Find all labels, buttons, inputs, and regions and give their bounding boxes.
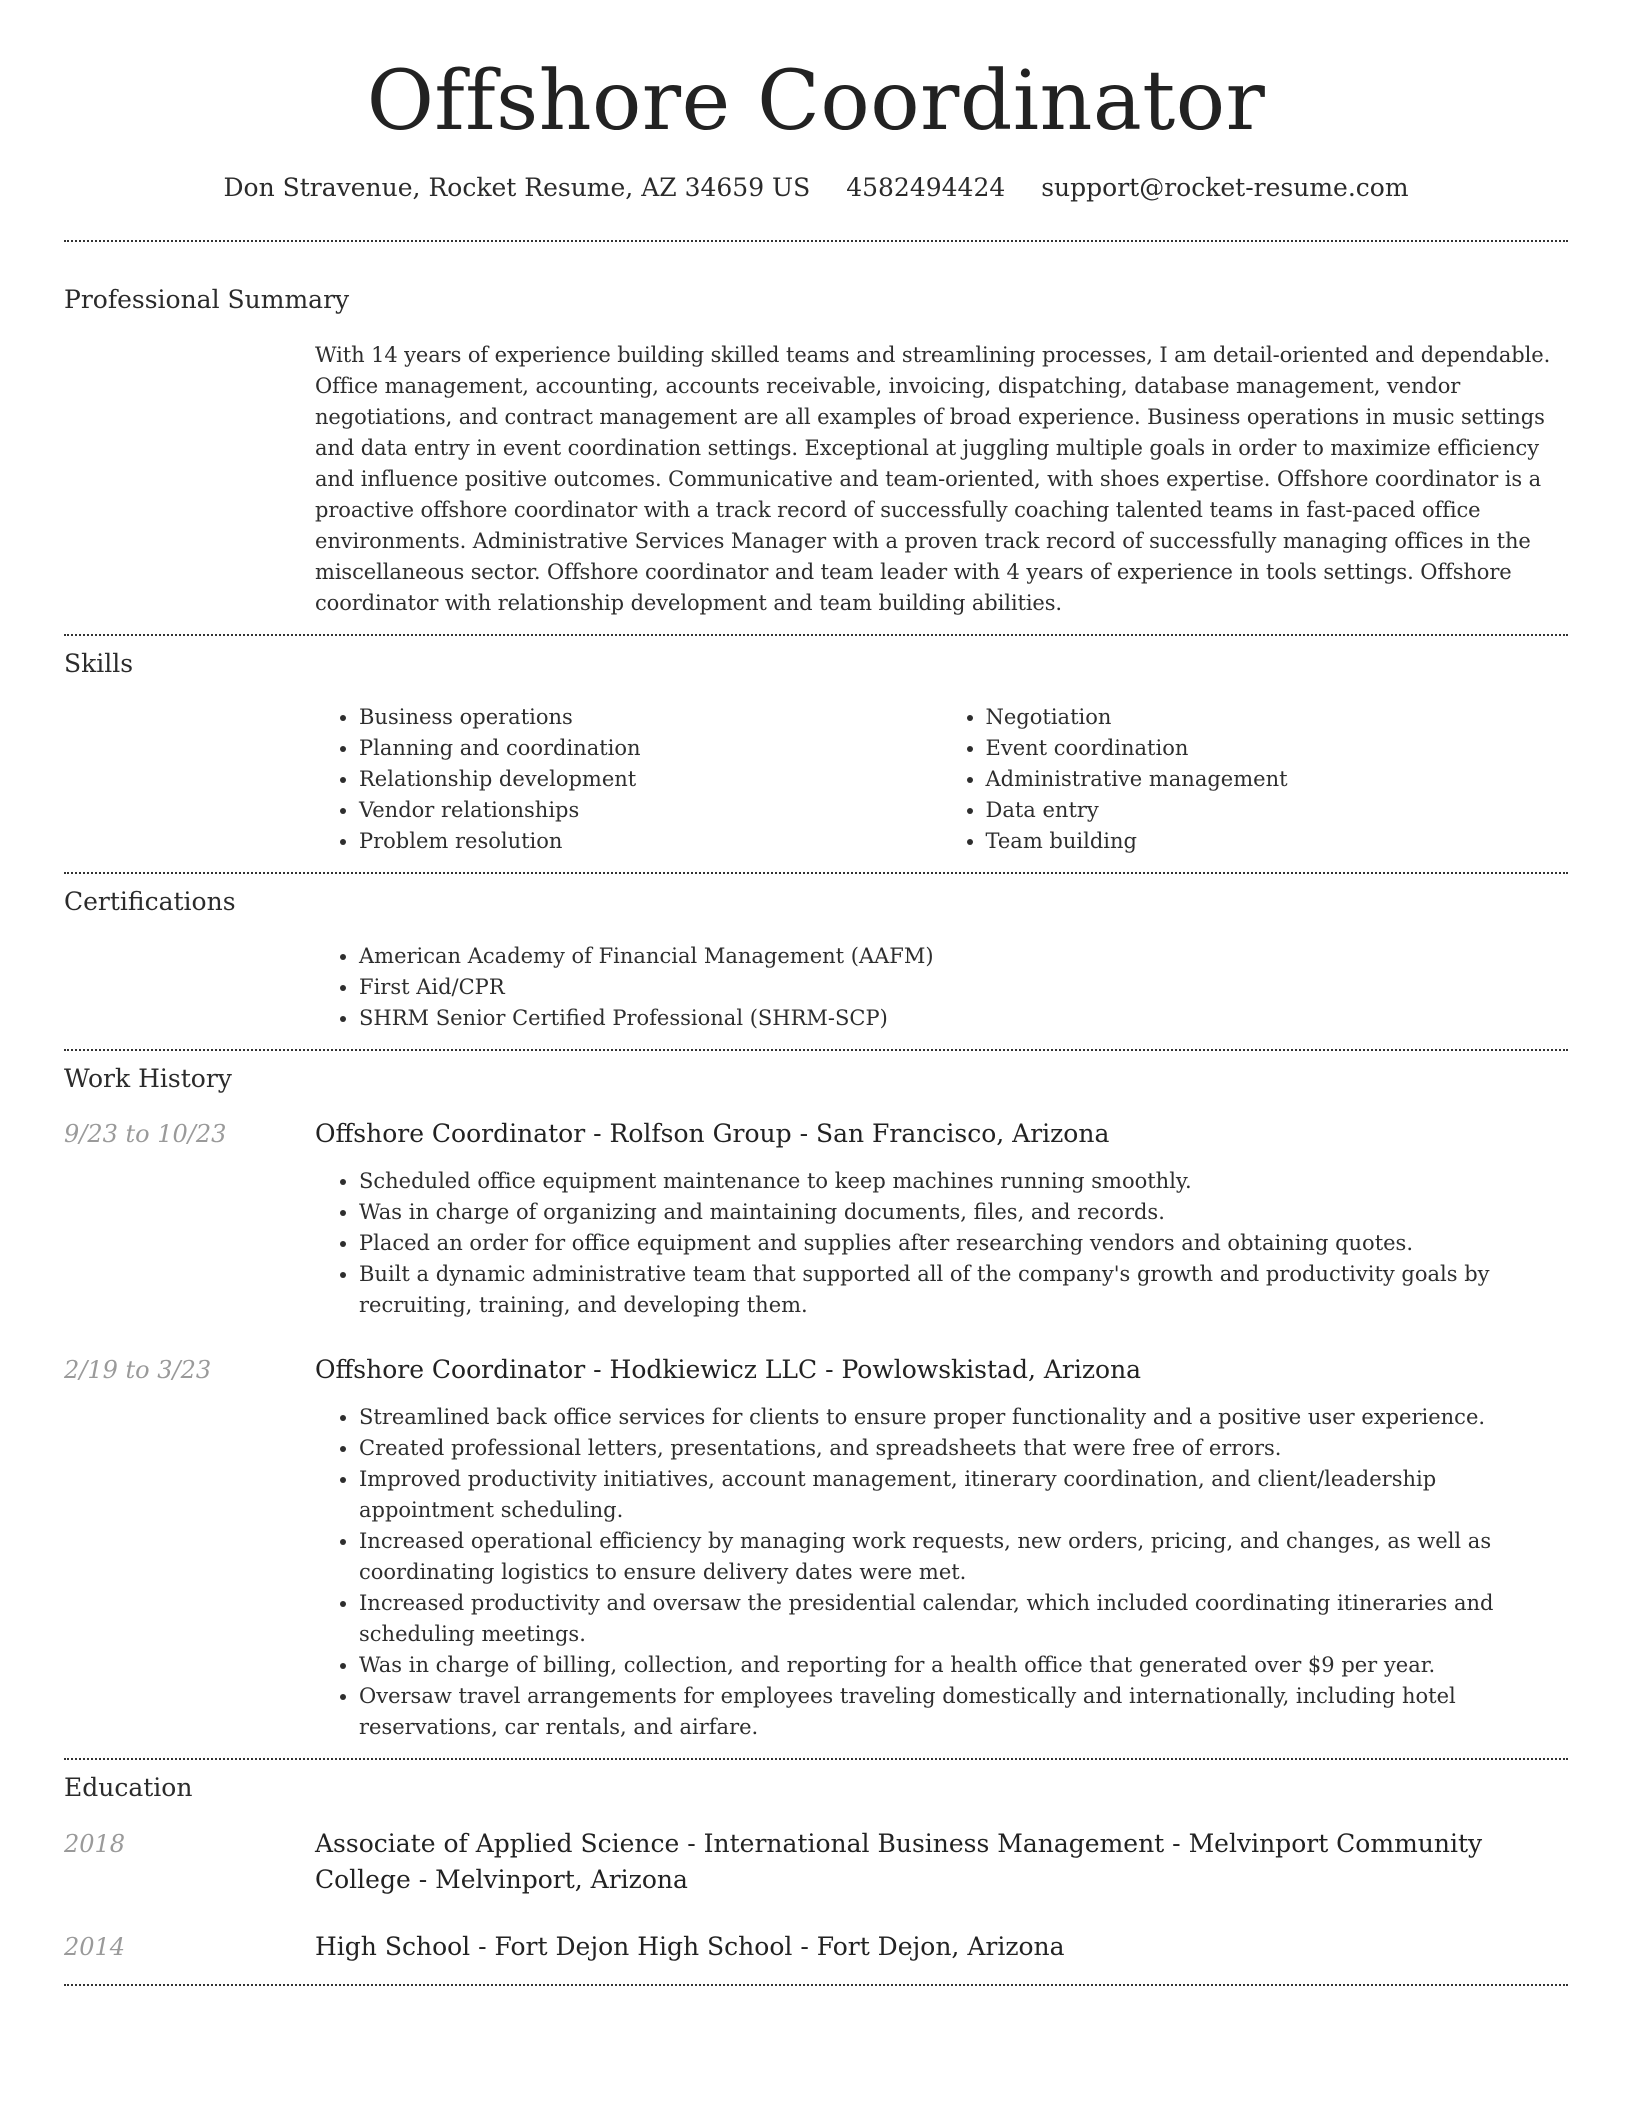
divider [64,1984,1568,1986]
skills-section [315,702,1568,857]
contact-line [0,170,1632,206]
divider [64,1758,1568,1760]
job-bullets [315,1166,1568,1321]
certification-item: • American Academy of Financial Management (AAFM) [359,941,1568,972]
skill-item: • Planning and coordination [359,733,942,764]
contact-address: Don Stravenue, Rocket Resume, AZ 34659 US [223,173,811,202]
skill-item: • Team building [986,826,1569,857]
job-bullet: • Built a dynamic administrative team that supported all of the company's growth and productivity goals by recruiting, training, and developing them. [359,1259,1568,1321]
job-heading [315,1352,1568,1388]
skill-item: • Problem resolution [359,826,942,857]
job-heading [315,1116,1568,1152]
divider [64,872,1568,874]
skill-item: • Negotiation [986,702,1569,733]
job-bullet: • Streamlined back office services for clients to ensure proper functionality and a positive user experience. [359,1402,1568,1433]
education-entry [315,1826,1568,1898]
skill-item: • Event coordination [986,733,1569,764]
divider [64,240,1568,242]
job-dates: 2/19 to 3/23 [64,1356,212,1384]
skill-item: • Administrative management [986,764,1569,795]
skill-item: • Relationship development [359,764,942,795]
contact-phone: 4582494424 [846,173,1006,202]
job-employer: - Hodkiewicz LLC - Powlowskistad, Arizona [585,1355,1142,1384]
job-bullet: • Placed an order for office equipment and supplies after researching vendors and obtaining quotes. [359,1228,1568,1259]
contact-email: support@rocket-resume.com [1041,173,1409,202]
job-bullet: • Was in charge of organizing and maintaining documents, files, and records. [359,1197,1568,1228]
education-school: - Fort Dejon High School - Fort Dejon, Arizona [470,1932,1065,1961]
job-employer: - Rolfson Group - San Francisco, Arizona [585,1119,1110,1148]
certification-item: • First Aid/CPR [359,972,1568,1003]
job-bullet: • Increased operational efficiency by managing work requests, new orders, pricing, and changes, as well as coordinating logistics to ensure delivery dates were met. [359,1526,1568,1588]
summary-section [315,340,1568,619]
page-title: Offshore Coordinator [366,54,1266,149]
section-heading-education: Education [64,1773,193,1802]
job-bullet: • Improved productivity initiatives, account management, itinerary coordination, and client/leadership appointment scheduling. [359,1464,1568,1526]
skill-item: • Vendor relationships [359,795,942,826]
job-dates: 9/23 to 10/23 [64,1120,227,1148]
skills-list-left [315,702,942,857]
skill-item: • Data entry [986,795,1569,826]
divider [64,1049,1568,1051]
certifications-section [315,941,1568,1034]
divider [64,634,1568,636]
certifications-list [315,941,1568,1034]
skill-item: • Business operations [359,702,942,733]
job-title: Offshore Coordinator [315,1355,586,1384]
job-bullet: • Increased productivity and oversaw the presidential calendar, which included coordinating itineraries and scheduling meetings. [359,1588,1568,1650]
education-year: 2014 [64,1933,126,1961]
summary-text: With 14 years of experience building skilled teams and streamlining processes, I am detail-oriented and dependable. Office management, accounting, accounts receivable, invoicing, dispatching, database management, vendor negotiations, and contract management are all examples of broad experience. Business operations in music settings and data entry in event coordination settings. Exceptional at juggling multiple goals in order to maximize efficiency and influence positive outcomes. Communicative and team-oriented, with shoes expertise. Offshore coordinator is a proactive offshore coordinator with a track record of successfully coaching talented teams in fast-paced office environments. Administrative Services Manager with a proven track record of successfully managing offices in the miscellaneous sector. Offshore coordinator and team leader with 4 years of experience in tools settings. Offshore coordinator with relationship development and team building abilities. [315,343,1551,615]
job-bullet: • Created professional letters, presentations, and spreadsheets that were free of errors. [359,1433,1568,1464]
section-heading-summary: Professional Summary [64,285,350,314]
education-degree: Associate of Applied Science - International Business Management [315,1829,1165,1858]
section-heading-work-history: Work History [64,1064,232,1093]
education-year: 2018 [64,1830,126,1858]
education-degree: High School [315,1932,471,1961]
section-heading-certifications: Certifications [64,887,236,916]
job-bullet: • Scheduled office equipment maintenance to keep machines running smoothly. [359,1166,1568,1197]
job-title: Offshore Coordinator [315,1119,586,1148]
education-entry [315,1929,1568,1965]
certification-item: • SHRM Senior Certified Professional (SHRM-SCP) [359,1003,1568,1034]
section-heading-skills: Skills [64,649,134,678]
education-school: - Melvinport Community College - Melvinport, Arizona [315,1829,1483,1894]
skills-list-right [942,702,1569,857]
job-bullet: • Oversaw travel arrangements for employees traveling domestically and internationally, including hotel reservations, car rentals, and airfare. [359,1681,1568,1743]
job-bullets [315,1402,1568,1743]
job-bullet: • Was in charge of billing, collection, and reporting for a health office that generated over $9 per year. [359,1650,1568,1681]
